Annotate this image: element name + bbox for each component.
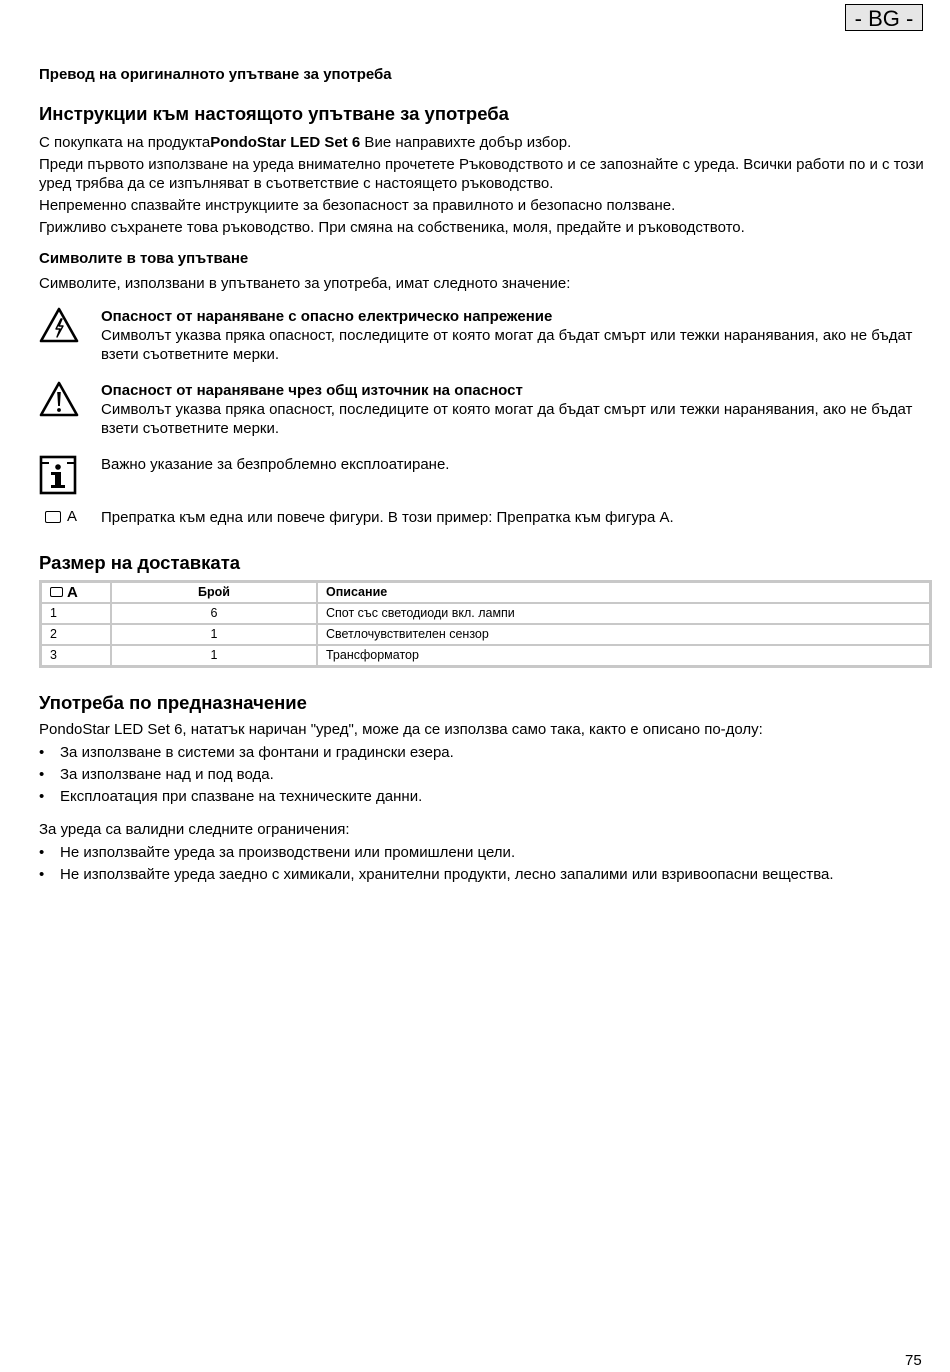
cell-description: Спот със светодиоди вкл. лампи: [317, 603, 930, 624]
restrictions-intro: За уреда са валидни следните ограничения:: [39, 820, 350, 838]
instructions-paragraph-1: Преди първото използване на уреда внимателно прочетете Ръководството и се запознайте с уреда. Всички работи по и с този уред трябва да се изпълняват в съответствие с настоящето ръководство.: [39, 156, 924, 192]
cell-quantity: 1: [111, 645, 317, 666]
list-item: • За използване над и под вода.: [39, 765, 932, 784]
electric-hazard-icon: [39, 307, 101, 348]
intro-prefix: С покупката на продукта: [39, 134, 211, 151]
intro-paragraph: [39, 133, 932, 152]
figure-box-icon: [45, 511, 61, 523]
delivery-heading: Размер на доставката: [39, 551, 241, 573]
general-hazard-description: Символът указва пряка опасност, последиците от която могат да бъдат смърт или тежки наранявания, ако не бъдат взети съответните мерки.: [101, 401, 913, 437]
general-hazard-title: Опасност от нараняване чрез общ източник на опасност: [101, 382, 523, 399]
instructions-paragraph-3: Грижливо съхранете това ръководство. При смяна на собственика, моля, предайте и ръководството.: [39, 219, 745, 236]
product-name: PondoStar LED Set 6: [210, 134, 361, 151]
figure-ref-label: A: [67, 508, 78, 525]
intro-suffix: Вие направихте добър избор.: [360, 134, 572, 151]
symbol-electric-row: [39, 307, 932, 364]
delivery-table-header: [41, 582, 930, 603]
symbols-intro: Символите, използвани в упътването за употреба, имат следното значение:: [39, 275, 571, 292]
intended-use-section: [39, 692, 932, 884]
list-item: • За използване в системи за фонтани и градински езера.: [39, 743, 932, 762]
list-item: • Експлоатация при спазване на техническите данни.: [39, 787, 932, 806]
restrictions-list: [39, 843, 932, 884]
warning-icon: [39, 381, 101, 422]
language-badge: - BG -: [845, 4, 923, 31]
list-item: • Не използвайте уреда заедно с химикали, хранителни продукти, лесно запалими или взривоопасни вещества.: [39, 865, 932, 884]
list-item: • Не използвайте уреда за производствени или промишлени цели.: [39, 843, 932, 862]
table-row: [41, 624, 930, 645]
cell-figure: 2: [41, 624, 111, 645]
col-quantity: Брой: [111, 582, 317, 603]
cell-description: Трансформатор: [317, 645, 930, 666]
document-title: Превод на оригиналното упътване за употреба: [39, 66, 392, 83]
figure-ref-icon: [39, 508, 101, 528]
symbol-info-row: [39, 455, 932, 500]
page-number: 75: [905, 1352, 922, 1369]
intended-use-heading: Употреба по предназначение: [39, 691, 307, 713]
info-description: Важно указание за безпроблемно експлоатиране.: [101, 456, 450, 473]
instructions-heading: Инструкции към настоящото упътване за употреба: [39, 103, 509, 124]
electric-hazard-description: Символът указва пряка опасност, последиците от която могат да бъдат смърт или тежки наранявания, ако не бъдат взети съответните мерки.: [101, 327, 913, 363]
intended-use-list: [39, 743, 932, 806]
page-content: [39, 66, 932, 887]
table-row: [41, 603, 930, 624]
figure-box-icon: [50, 587, 63, 597]
delivery-section: [39, 552, 932, 668]
intended-use-intro: PondoStar LED Set 6, нататък наричан "уред", може да се използва само така, както е описано по-долу:: [39, 720, 763, 738]
cell-quantity: 6: [111, 603, 317, 624]
cell-figure: 1: [41, 603, 111, 624]
cell-description: Светлочувствителен сензор: [317, 624, 930, 645]
cell-figure: 3: [41, 645, 111, 666]
table-row: [41, 645, 930, 666]
instructions-paragraph-2: Непременно спазвайте инструкциите за безопасност за правилното и безопасно ползване.: [39, 197, 676, 214]
symbol-figure-row: [39, 508, 932, 528]
cell-quantity: 1: [111, 624, 317, 645]
col-description: Описание: [317, 582, 930, 603]
instructions-section: [39, 103, 932, 237]
electric-hazard-title: Опасност от нараняване с опасно електрическо напрежение: [101, 308, 553, 325]
col-figure: A: [41, 582, 111, 603]
figure-ref-description: Препратка към една или повече фигури. В този пример: Препратка към фигура A.: [101, 509, 674, 526]
symbols-heading: Символите в това упътване: [39, 250, 249, 267]
symbols-section: [39, 250, 932, 528]
info-icon: [39, 455, 101, 500]
delivery-table: [39, 580, 932, 668]
symbol-general-row: [39, 381, 932, 438]
